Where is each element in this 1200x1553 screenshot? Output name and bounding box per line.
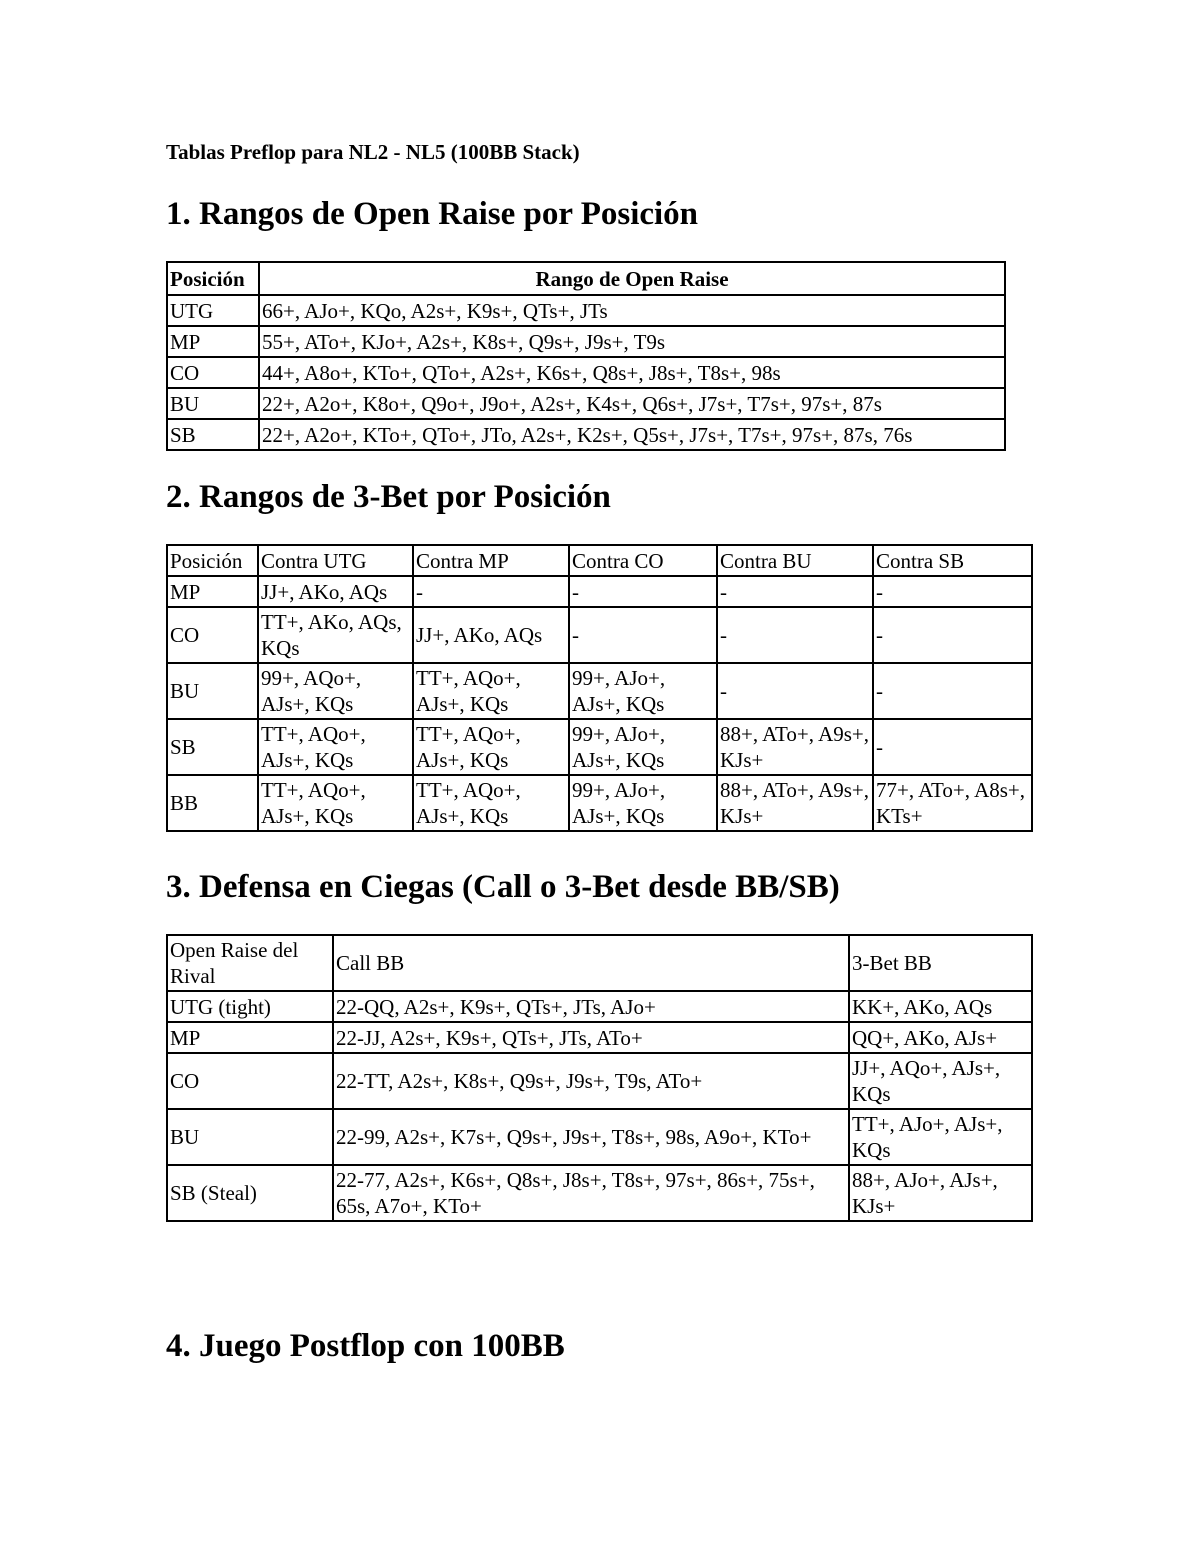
table-cell: - (569, 576, 717, 607)
column-header: Open Raise del Rival (167, 935, 333, 991)
table-cell: - (717, 607, 873, 663)
table-cell: TT+, AQo+, AJs+, KQs (413, 663, 569, 719)
section-heading-blind-defense: 3. Defensa en Ciegas (Call o 3-Bet desde BB/SB) (166, 869, 840, 905)
table-row (167, 1109, 1032, 1165)
table-cell: TT+, AQo+, AJs+, KQs (258, 719, 413, 775)
table-cell: 99+, AJo+, AJs+, KQs (569, 663, 717, 719)
column-header: Contra UTG (258, 545, 413, 576)
column-header: Contra BU (717, 545, 873, 576)
table-cell: UTG (167, 295, 259, 326)
table-cell: QQ+, AKo, AJs+ (849, 1022, 1032, 1053)
table-cell: TT+, AQo+, AJs+, KQs (413, 719, 569, 775)
table-cell: 88+, AJo+, AJs+, KJs+ (849, 1165, 1032, 1221)
table-row (167, 991, 1032, 1022)
table-row (167, 1053, 1032, 1109)
table-cell: - (873, 719, 1032, 775)
table-cell: 22-77, A2s+, K6s+, Q8s+, J8s+, T8s+, 97s+, 86s+, 75s+, 65s, A7o+, KTo+ (333, 1165, 849, 1221)
table-row (167, 388, 1005, 419)
table-cell: 77+, ATo+, A8s+, KTs+ (873, 775, 1032, 831)
column-header: Posición (167, 545, 258, 576)
table-cell: - (873, 607, 1032, 663)
table-cell: - (717, 576, 873, 607)
table-cell: SB (Steal) (167, 1165, 333, 1221)
table-cell: 55+, ATo+, KJo+, A2s+, K8s+, Q9s+, J9s+, T9s (259, 326, 1005, 357)
table-cell: UTG (tight) (167, 991, 333, 1022)
table-row (167, 326, 1005, 357)
column-header: Contra MP (413, 545, 569, 576)
table-cell: 99+, AQo+, AJs+, KQs (258, 663, 413, 719)
table-row (167, 775, 1032, 831)
table-cell: TT+, AQo+, AJs+, KQs (258, 775, 413, 831)
table-cell: - (569, 607, 717, 663)
column-header: 3-Bet BB (849, 935, 1032, 991)
table-cell: - (873, 663, 1032, 719)
table-cell: MP (167, 576, 258, 607)
table-cell: 22+, A2o+, K8o+, Q9o+, J9o+, A2s+, K4s+, Q6s+, J7s+, T7s+, 97s+, 87s (259, 388, 1005, 419)
table-row (167, 1022, 1032, 1053)
three-bet-table (166, 544, 1033, 832)
document-title: Tablas Preflop para NL2 - NL5 (100BB Stack) (166, 140, 580, 164)
table-cell: 22-99, A2s+, K7s+, Q9s+, J9s+, T8s+, 98s, A9o+, KTo+ (333, 1109, 849, 1165)
table-cell: 88+, ATo+, A9s+, KJs+ (717, 719, 873, 775)
table-cell: SB (167, 719, 258, 775)
table-cell: BU (167, 388, 259, 419)
column-header: Posición (167, 262, 259, 295)
section-heading-three-bet: 2. Rangos de 3-Bet por Posición (166, 479, 611, 515)
table-cell: SB (167, 419, 259, 450)
table-cell: TT+, AJo+, AJs+, KQs (849, 1109, 1032, 1165)
table-cell: JJ+, AQo+, AJs+, KQs (849, 1053, 1032, 1109)
table-cell: TT+, AQo+, AJs+, KQs (413, 775, 569, 831)
table-header-row (167, 262, 1005, 295)
table-cell: 99+, AJo+, AJs+, KQs (569, 775, 717, 831)
table-row (167, 419, 1005, 450)
blind-defense-table (166, 934, 1033, 1222)
table-header-row (167, 545, 1032, 576)
open-raise-table (166, 261, 1006, 451)
table-cell: BU (167, 663, 258, 719)
table-cell: 66+, AJo+, KQo, A2s+, K9s+, QTs+, JTs (259, 295, 1005, 326)
table-cell: MP (167, 1022, 333, 1053)
table-cell: TT+, AKo, AQs, KQs (258, 607, 413, 663)
table-cell: - (413, 576, 569, 607)
table-cell: JJ+, AKo, AQs (413, 607, 569, 663)
table-cell: BB (167, 775, 258, 831)
table-row (167, 1165, 1032, 1221)
table-row (167, 607, 1032, 663)
table-row (167, 663, 1032, 719)
table-row (167, 576, 1032, 607)
table-cell: CO (167, 607, 258, 663)
table-cell: - (717, 663, 873, 719)
table-cell: CO (167, 357, 259, 388)
table-cell: CO (167, 1053, 333, 1109)
table-cell: JJ+, AKo, AQs (258, 576, 413, 607)
table-cell: 88+, ATo+, A9s+, KJs+ (717, 775, 873, 831)
table-cell: BU (167, 1109, 333, 1165)
table-cell: 22-TT, A2s+, K8s+, Q9s+, J9s+, T9s, ATo+ (333, 1053, 849, 1109)
table-cell: 22-JJ, A2s+, K9s+, QTs+, JTs, ATo+ (333, 1022, 849, 1053)
table-cell: MP (167, 326, 259, 357)
table-cell: 22+, A2o+, KTo+, QTo+, JTo, A2s+, K2s+, Q5s+, J7s+, T7s+, 97s+, 87s, 76s (259, 419, 1005, 450)
table-cell: - (873, 576, 1032, 607)
table-row (167, 357, 1005, 388)
table-cell: 22-QQ, A2s+, K9s+, QTs+, JTs, AJo+ (333, 991, 849, 1022)
table-cell: 44+, A8o+, KTo+, QTo+, A2s+, K6s+, Q8s+, J8s+, T8s+, 98s (259, 357, 1005, 388)
table-cell: KK+, AKo, AQs (849, 991, 1032, 1022)
table-cell: 99+, AJo+, AJs+, KQs (569, 719, 717, 775)
column-header: Contra CO (569, 545, 717, 576)
column-header: Call BB (333, 935, 849, 991)
column-header: Rango de Open Raise (259, 262, 1005, 295)
section-heading-open-raise: 1. Rangos de Open Raise por Posición (166, 196, 699, 232)
table-header-row (167, 935, 1032, 991)
section-heading-postflop: 4. Juego Postflop con 100BB (166, 1328, 565, 1364)
table-row (167, 719, 1032, 775)
column-header: Contra SB (873, 545, 1032, 576)
table-row (167, 295, 1005, 326)
